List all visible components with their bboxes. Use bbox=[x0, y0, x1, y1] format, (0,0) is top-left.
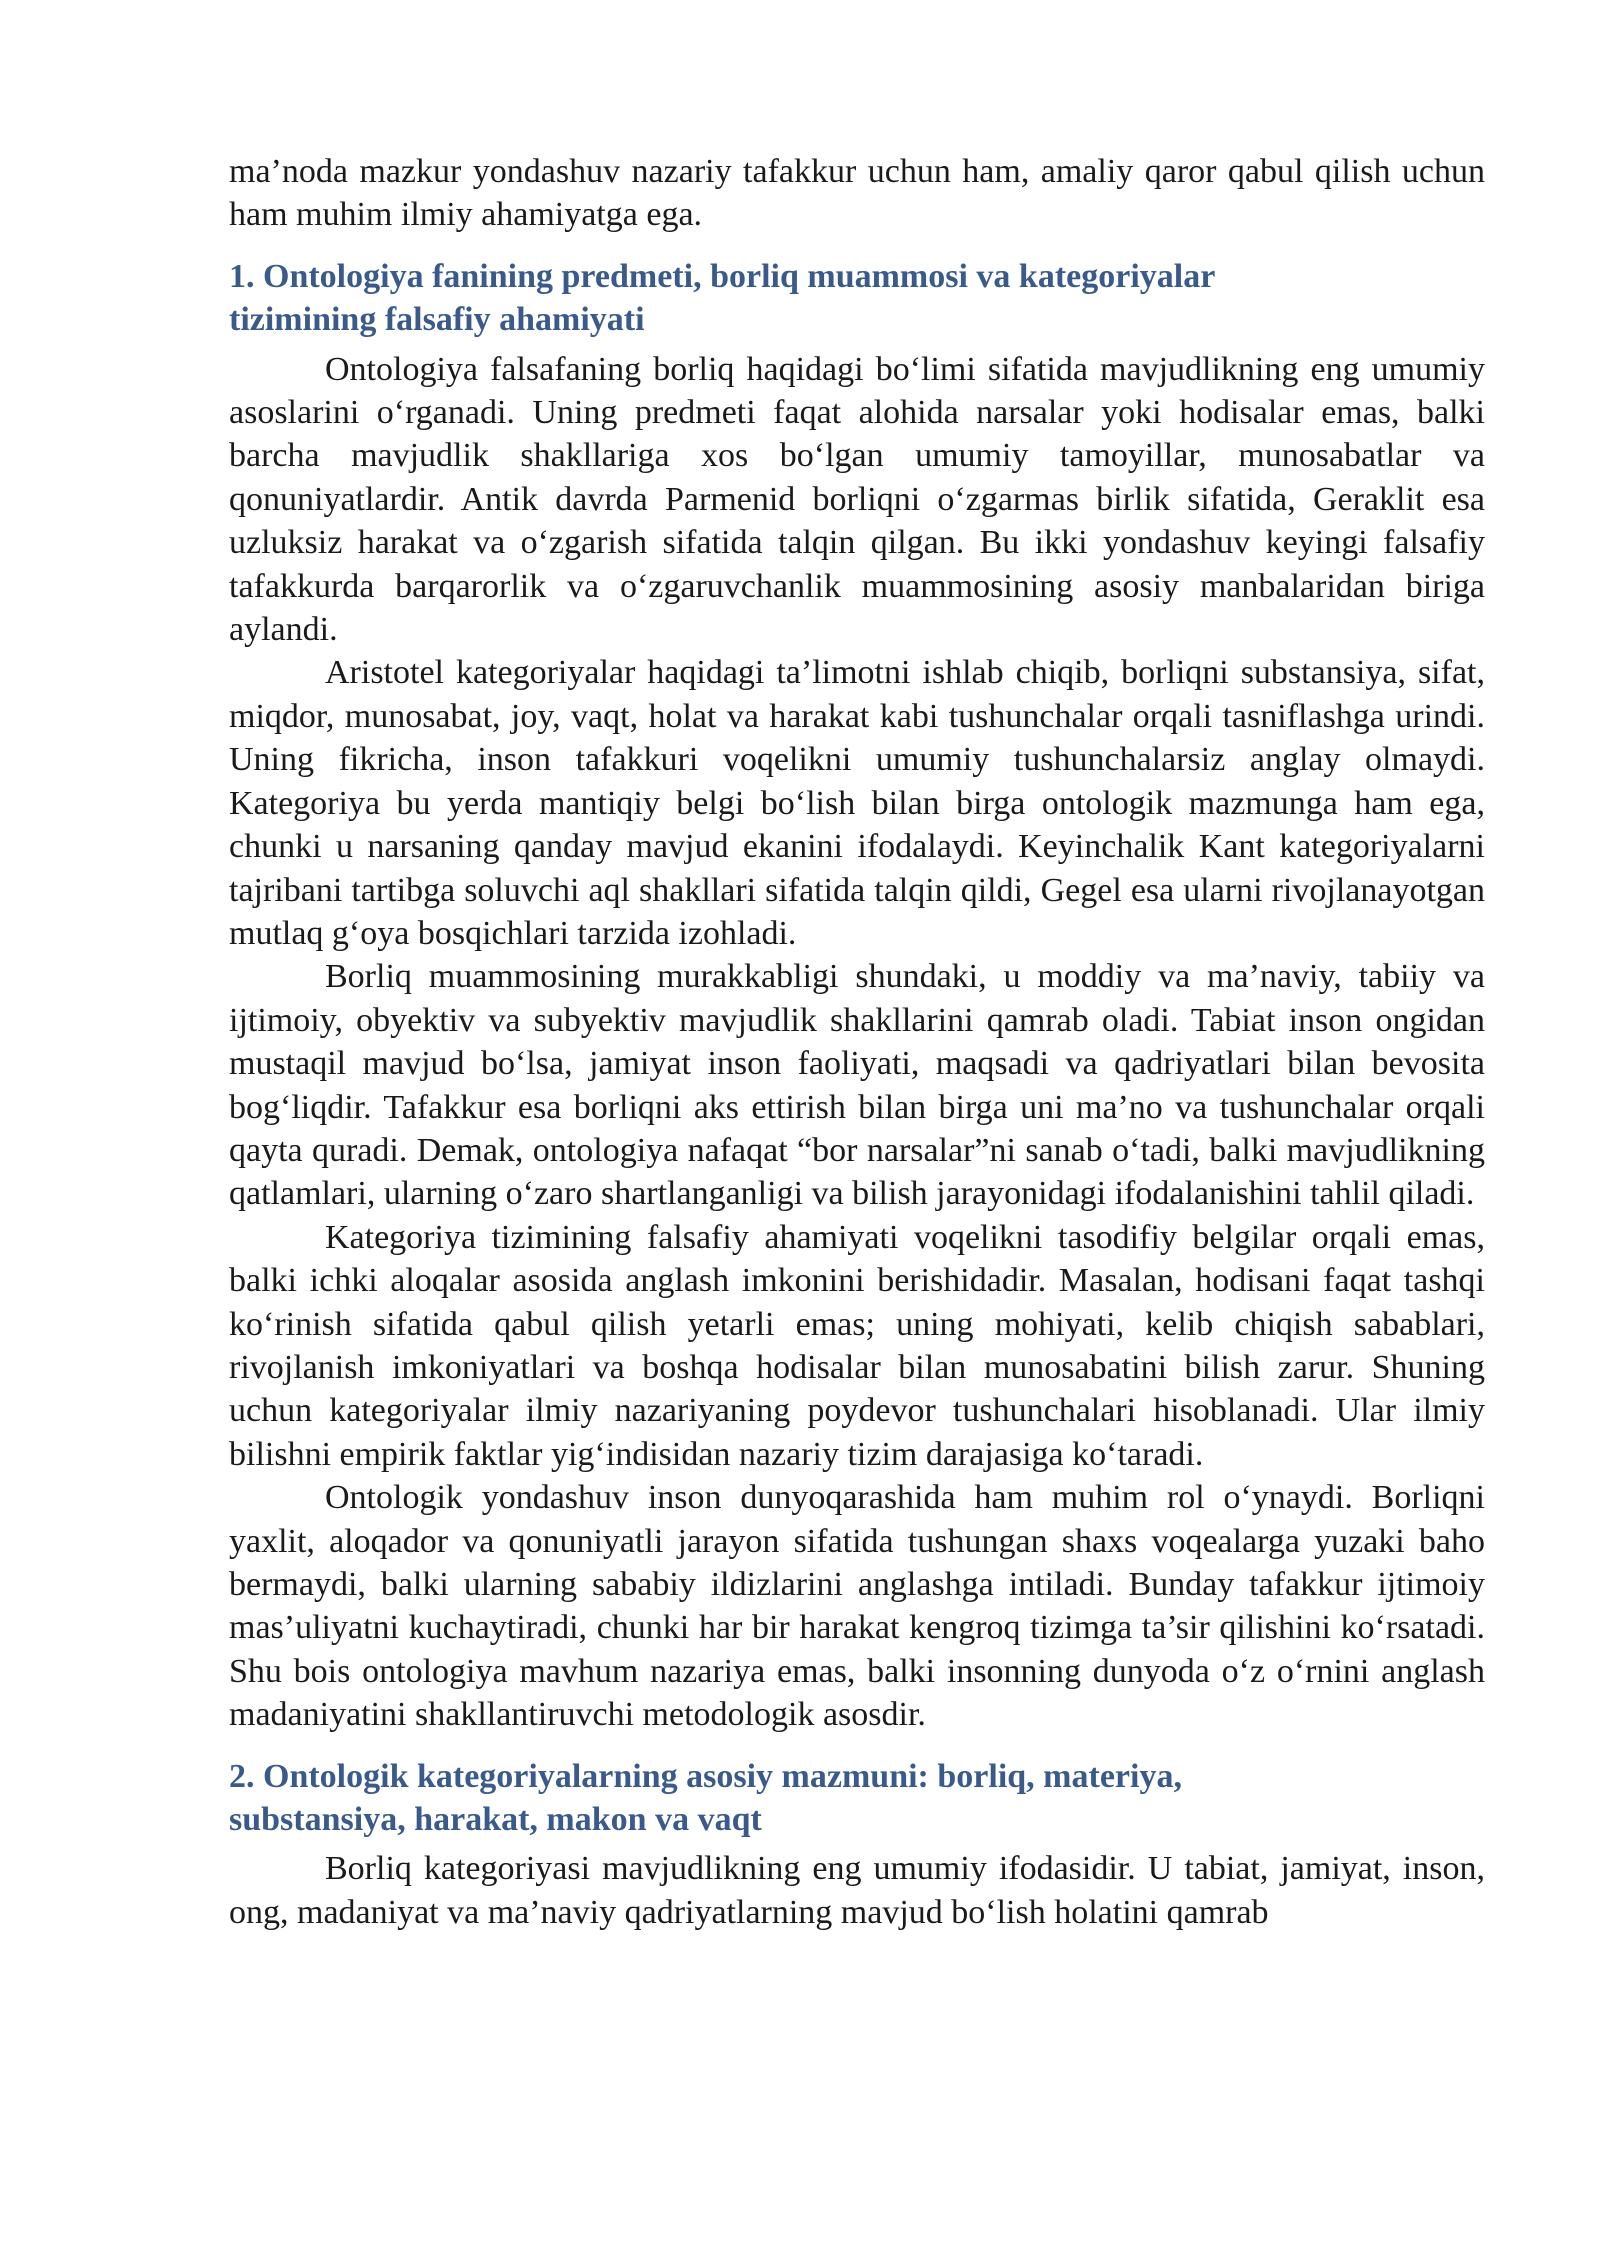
section-1-paragraph-5: Ontologik yondashuv inson dunyoqarashida ham muhim rol o‘ynaydi. Borliqni yaxlit, aloqador va qonuniyatli jarayon sifatida tushungan shaxs voqealarga yuzaki baho bermaydi, balki ularning sababiy ildizlarini anglashga intiladi. Bunday tafakkur ijtimoiy mas’uliyatni kuchaytiradi, chunki har bir harakat kengroq tizimga ta’sir qilishini ko‘rsatadi. Shu bois ontologiya mavhum nazariya emas, balki insonning dunyoda o‘z o‘rnini anglash madaniyatini shakllantiruvchi metodologik asosdir. bbox=[229, 1479, 1485, 1734]
intro-paragraph: ma’noda mazkur yondashuv nazariy tafakkur uchun ham, amaliy qaror qabul qilish uchun ham muhim ilmiy ahamiyatga ega. bbox=[229, 153, 1485, 234]
section-2-paragraph-1: Borliq kategoriyasi mavjudlikning eng umumiy ifodasidir. U tabiat, jamiyat, inson, ong, madaniyat va ma’naviy qadriyatlarning mavjud bo‘lish holatini qamrab bbox=[229, 1850, 1485, 1931]
section-2-heading-line-2: substansiya, harakat, makon va vaqt bbox=[229, 1801, 762, 1839]
section-2-heading-line-1: 2. Ontologik kategoriyalarning asosiy mazmuni: borliq, materiya, bbox=[229, 1757, 1182, 1795]
section-1-paragraph-1: Ontologiya falsafaning borliq haqidagi bo‘limi sifatida mavjudlikning eng umumiy asoslarini o‘rganadi. Uning predmeti faqat alohida narsalar yoki hodisalar emas, balki barcha mavjudlik shakllariga xos bo‘lgan umumiy tamoyillar, munosabatlar va qonuniyatlardir. Antik davrda Parmenid borliqni o‘zgarmas birlik sifatida, Geraklit esa uzluksiz harakat va o‘zgarish sifatida talqin qilgan. Bu ikki yondashuv keyingi falsafiy tafakkurda barqarorlik va o‘zgaruvchanlik muammosining asosiy manbalaridan biriga aylandi. bbox=[229, 350, 1485, 649]
section-1-heading bbox=[229, 255, 1485, 342]
section-1-paragraph-2: Aristotel kategoriyalar haqidagi ta’limotni ishlab chiqib, borliqni substansiya, sifat, miqdor, munosabat, joy, vaqt, holat va harakat kabi tushunchalar orqali tasniflashga urindi. Uning fikricha, inson tafakkuri voqelikni umumiy tushunchalarsiz anglay olmaydi. Kategoriya bu yerda mantiqiy belgi bo‘lish bilan birga ontologik mazmunga ham ega, chunki u narsaning qanday mavjud ekanini ifodalaydi. Keyinchalik Kant kategoriyalarni tajribani tartibga soluvchi aql shakllari sifatida talqin qildi, Gegel esa ularni rivojlanayotgan mutlaq g‘oya bosqichlari tarzida izohladi. bbox=[229, 654, 1485, 952]
section-1-heading-line-2: tizimining falsafiy ahamiyati bbox=[229, 301, 645, 339]
section-2-heading bbox=[229, 1755, 1485, 1842]
section-1-paragraph-3: Borliq muammosining murakkabligi shundaki, u moddiy va ma’naviy, tabiiy va ijtimoiy, obyektiv va subyektiv mavjudlik shakllarini qamrab oladi. Tabiat inson ongidan mustaqil mavjud bo‘lsa, jamiyat inson faoliyati, maqsadi va qadriyatlari bilan bevosita bog‘liqdir. Tafakkur esa borliqni aks ettirish bilan birga uni ma’no va tushunchalar orqali qayta quradi. Demak, ontologiya nafaqat “bor narsalar”ni sanab o‘tadi, balki mavjudlikning qatlamlari, ularning o‘zaro shartlanganligi va bilish jarayonidagi ifodalanishini tahlil qiladi. bbox=[229, 958, 1485, 1213]
document-page bbox=[229, 150, 1485, 1934]
section-1-heading-line-1: 1. Ontologiya fanining predmeti, borliq muammosi va kategoriyalar bbox=[229, 257, 1216, 295]
section-1-paragraph-4: Kategoriya tizimining falsafiy ahamiyati voqelikni tasodifiy belgilar orqali emas, balki ichki aloqalar asosida anglash imkonini berishidadir. Masalan, hodisani faqat tashqi ko‘rinish sifatida qabul qilish yetarli emas; uning mohiyati, kelib chiqish sabablari, rivojlanish imkoniyatlari va boshqa hodisalar bilan munosabatini bilish zarur. Shuning uchun kategoriyalar ilmiy nazariyaning poydevor tushunchalari hisoblanadi. Ular ilmiy bilishni empirik faktlar yig‘indisidan nazariy tizim darajasiga ko‘taradi. bbox=[229, 1218, 1485, 1473]
